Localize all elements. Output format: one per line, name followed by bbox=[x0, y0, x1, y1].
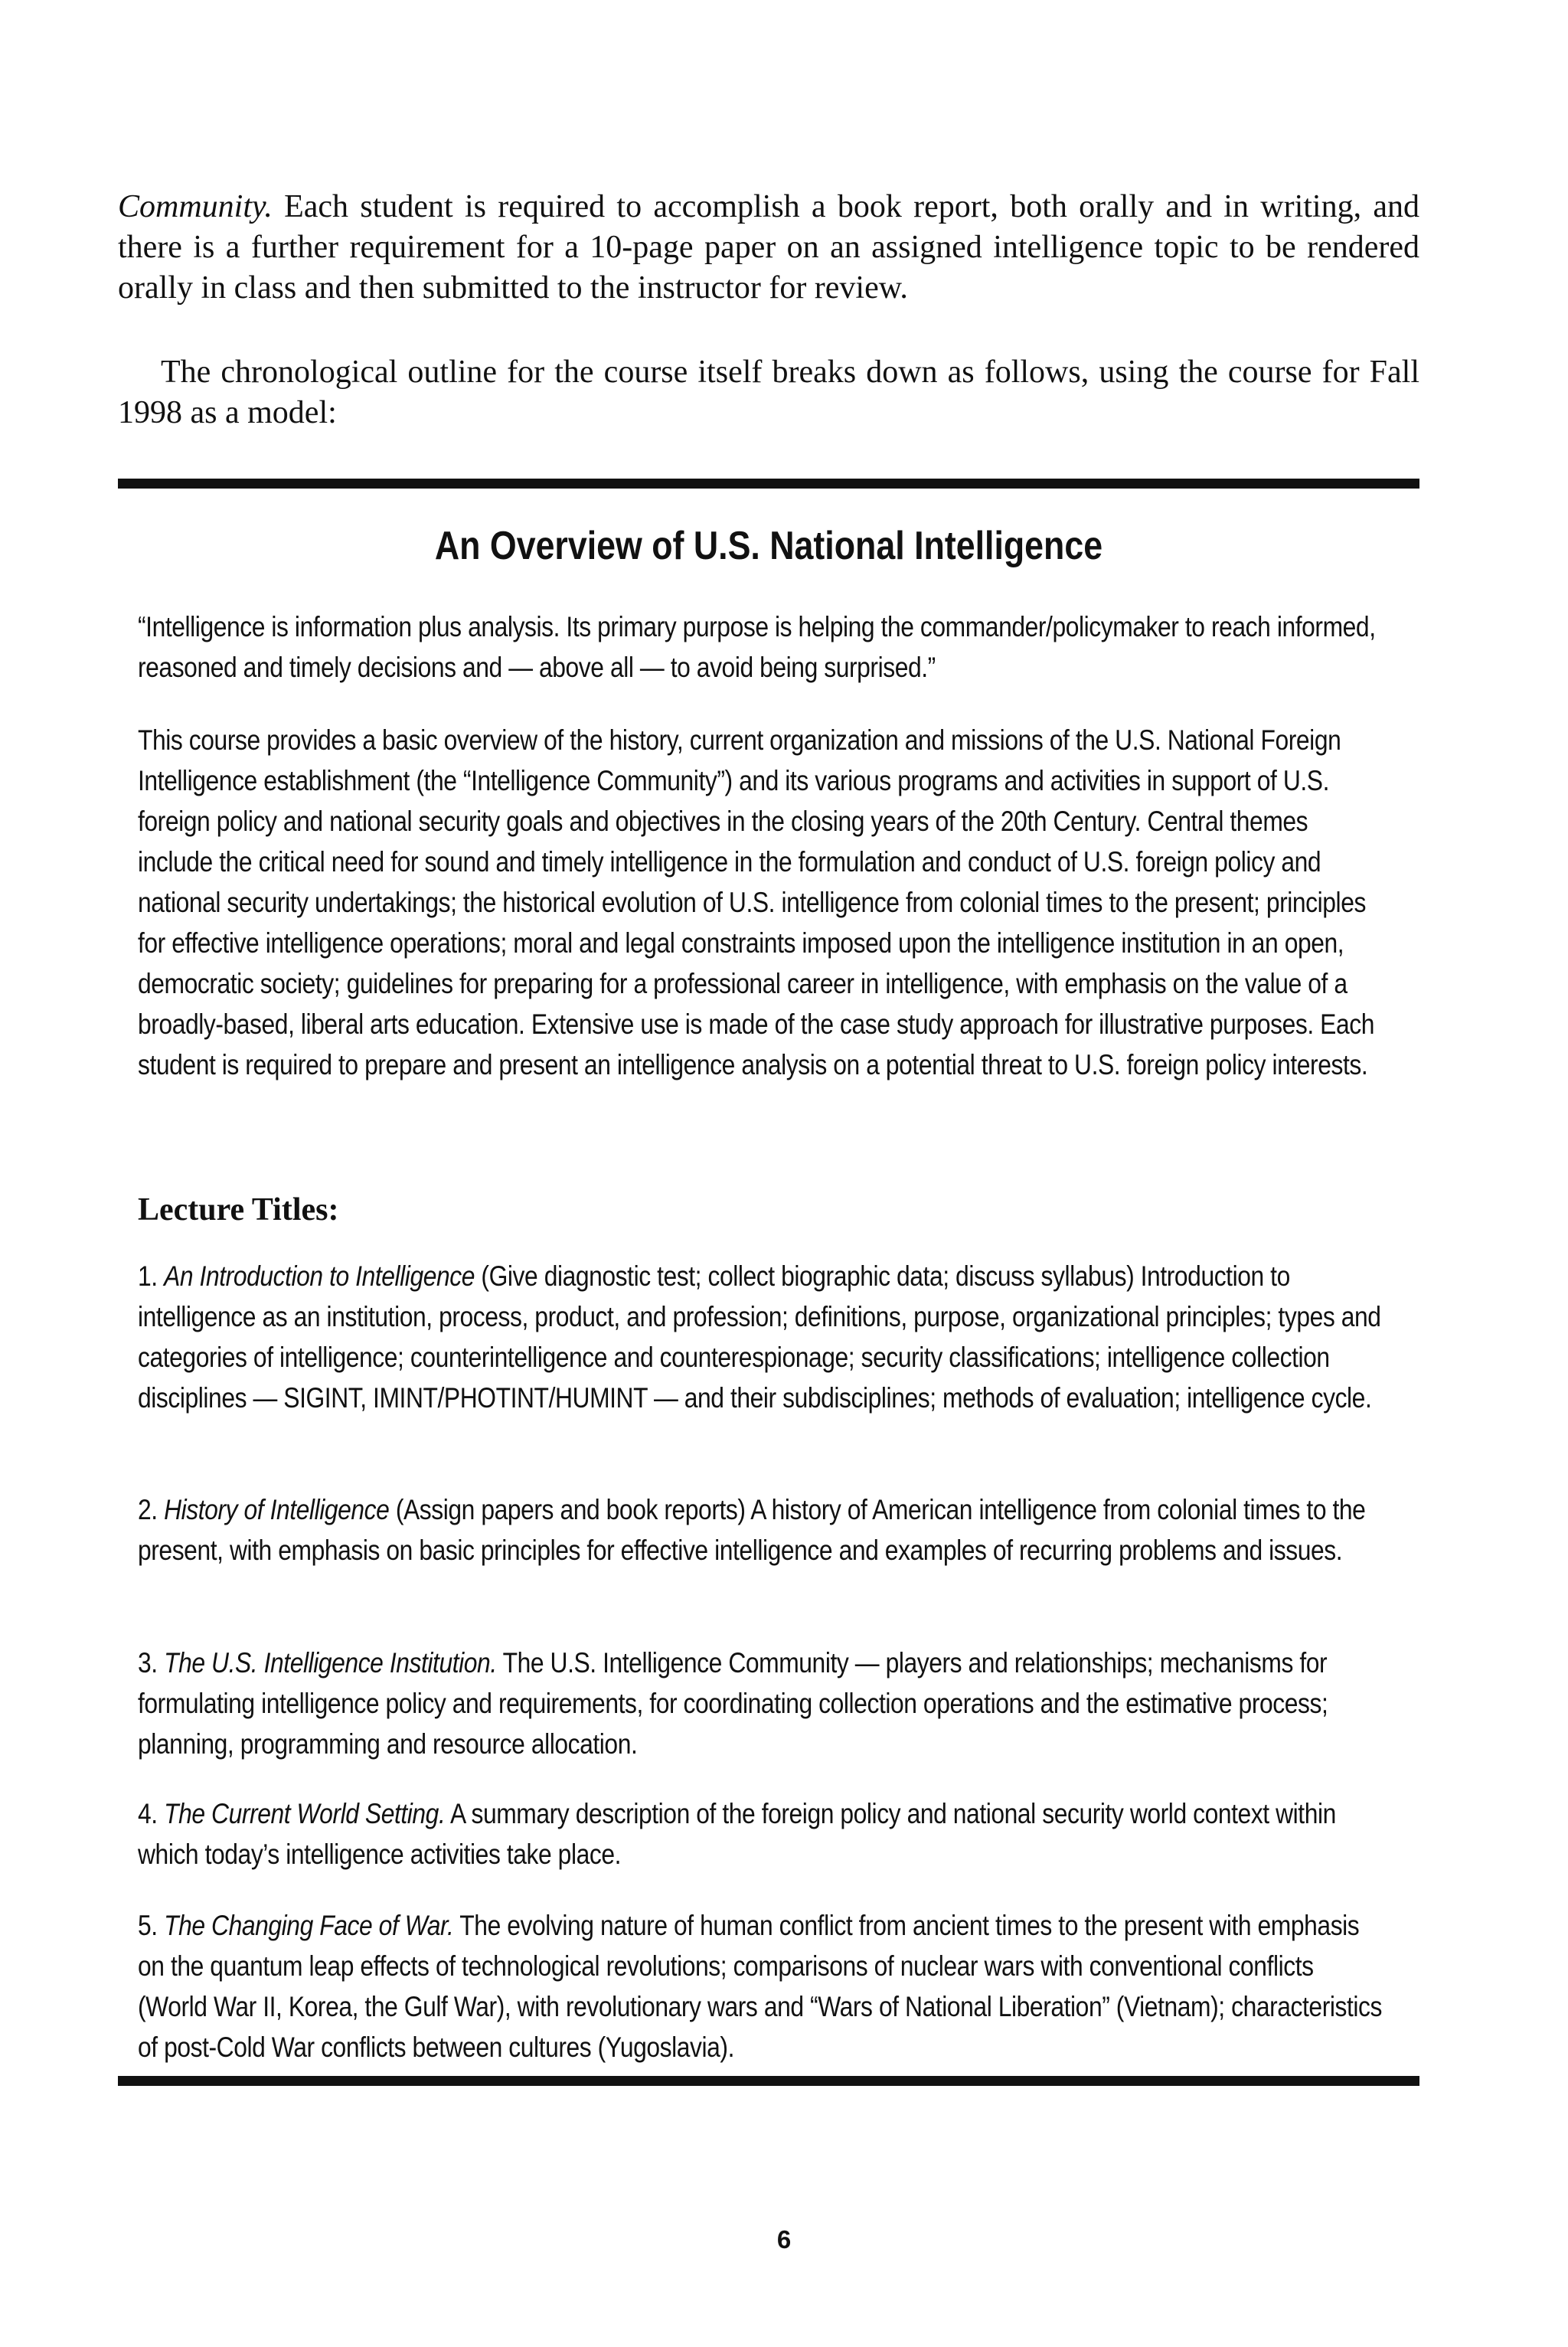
lecture-number: 2. bbox=[138, 1494, 158, 1525]
lecture-number: 5. bbox=[138, 1910, 158, 1941]
lecture-number: 4. bbox=[138, 1798, 158, 1829]
lecture-title: An Introduction to Intelligence bbox=[164, 1260, 475, 1292]
lecture-text: A summary description of the foreign policy and national security world context within which today’s intelligence activities take place. bbox=[138, 1798, 1336, 1870]
intro-paragraph-1-text: Each student is required to accomplish a book report, both orally and in writing, and there is a further requirement for a 10-page paper on an assigned intelligence topic to be rendered orally in class and then submitted to the instructor for review. bbox=[118, 189, 1419, 306]
lecture-title: The Current World Setting. bbox=[164, 1798, 446, 1829]
lecture-text: The U.S. Intelligence Community — players and relationships; mechanisms for formulating intelligence policy and requirements, for coordinating collection operations and the estimative process; planning, programming and resource allocation. bbox=[138, 1647, 1328, 1760]
lecture-number: 3. bbox=[138, 1647, 158, 1679]
lecture-text: (Give diagnostic test; collect biographic data; discuss syllabus) Introduction to intelligence as an institution, process, product, and profession; definitions, purpose, organizational principles; types and categories of intelligence; counterintelligence and counterespionage; security classifications; intelligence collection disciplines — SIGINT, IMINT/PHOTINT/HUMINT — and their subdisciplines; methods of evaluation; intelligence cycle. bbox=[138, 1260, 1381, 1414]
lecture-titles-heading: Lecture Titles: bbox=[138, 1192, 339, 1227]
lecture-item-5 bbox=[138, 1905, 1389, 2068]
course-description: This course provides a basic overview of the history, current organization and missions of the U.S. National Foreign Intelligence establishment (the “Intelligence Community”) and its various programs and activities in support of U.S. foreign policy and national security goals and objectives in the closing years of the 20th Century. Central themes include the critical need for sound and timely intelligence in the formulation and conduct of U.S. foreign policy and national security undertakings; the historical evolution of U.S. intelligence from colonial times to the present; principles for effective intelligence operations; moral and legal constraints imposed upon the intelligence institution in an open, democratic society; guidelines for preparing for a professional career in intelligence, with emphasis on the value of a broadly-based, liberal arts education. Extensive use is made of the case study approach for illustrative purposes. Each student is required to prepare and present an intelligence analysis on a potential threat to U.S. foreign policy interests. bbox=[138, 724, 1374, 1080]
lecture-item-2 bbox=[138, 1489, 1389, 1571]
page-number: 6 bbox=[776, 2225, 792, 2254]
lecture-text: The evolving nature of human conflict from ancient times to the present with emphasis on the quantum leap effects of technological revolutions; comparisons of nuclear wars with conventional conflicts (World War II, Korea, the Gulf War), with revolutionary wars and “Wars of National Liberation” (Vietnam); characteristics of post-Cold War conflicts between cultures (Yugoslavia). bbox=[138, 1910, 1382, 2063]
course-box-title: An Overview of U.S. National Intelligence bbox=[434, 524, 1103, 568]
intro-paragraph-1 bbox=[118, 187, 1419, 309]
lecture-text: (Assign papers and book reports) A history of American intelligence from colonial times to the present, with emphasis on basic principles for effective intelligence and examples of recurring problems and issues. bbox=[138, 1494, 1366, 1566]
intro-paragraph-2: The chronological outline for the course itself breaks down as follows, using the course for Fall 1998 as a model: bbox=[118, 355, 1419, 430]
lecture-item-1 bbox=[138, 1256, 1389, 1418]
lecture-title: The U.S. Intelligence Institution. bbox=[164, 1647, 497, 1679]
course-quote: “Intelligence is information plus analysis. Its primary purpose is helping the commander/policymaker to reach informed, reasoned and timely decisions and — above all — to avoid being surprised.” bbox=[138, 611, 1376, 683]
lecture-title: History of Intelligence bbox=[164, 1494, 390, 1525]
lecture-item-3 bbox=[138, 1643, 1389, 1764]
box-top-rule bbox=[118, 479, 1419, 489]
box-bottom-rule bbox=[118, 2076, 1419, 2086]
lecture-title: The Changing Face of War. bbox=[164, 1910, 454, 1941]
intro-italic-word: Community. bbox=[118, 189, 273, 224]
lecture-item-4 bbox=[138, 1793, 1389, 1875]
lecture-number: 1. bbox=[138, 1260, 158, 1292]
